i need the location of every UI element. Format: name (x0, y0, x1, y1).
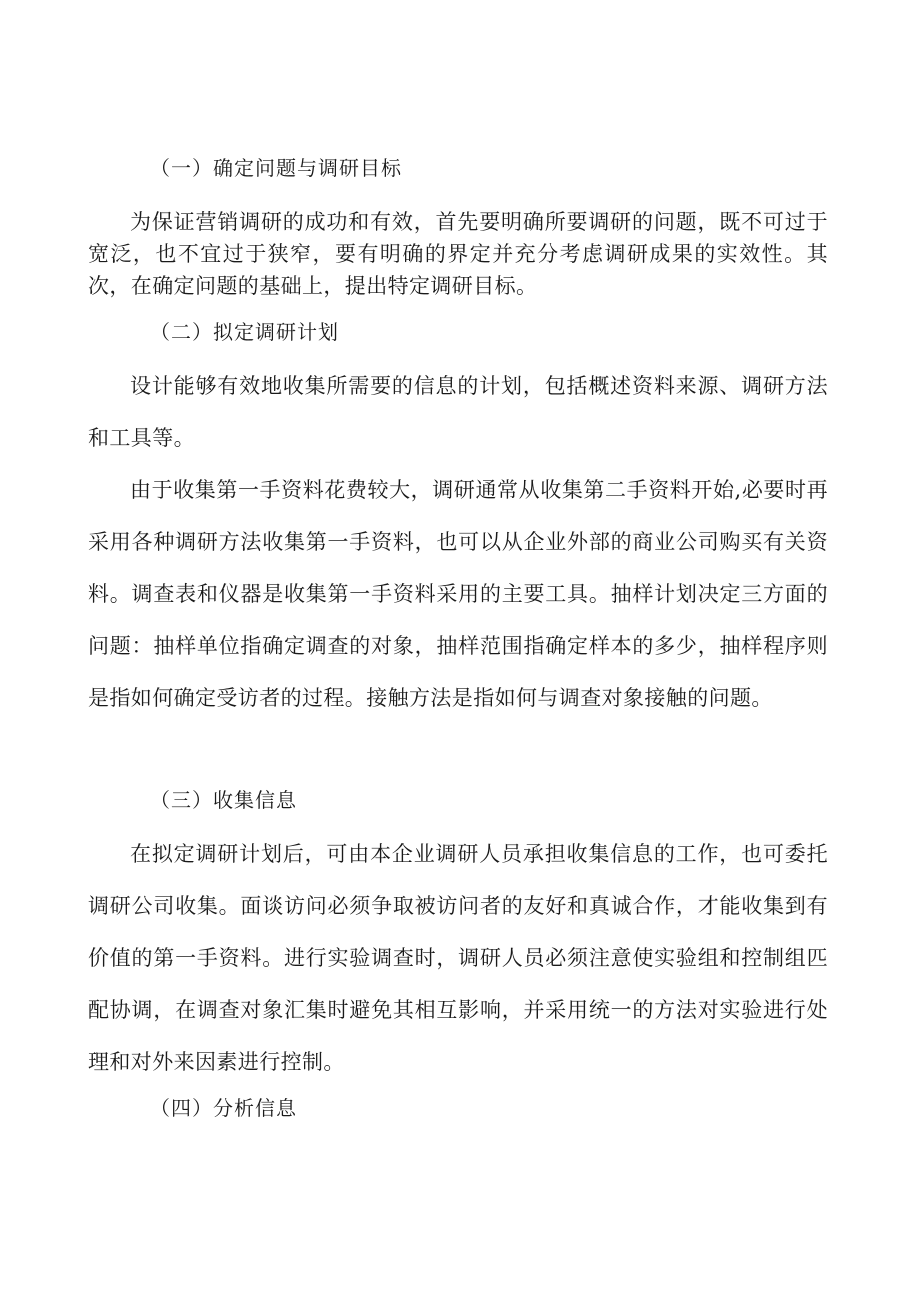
paragraph-plan-intro: 设计能够有效地收集所需要的信息的计划，包括概述资料来源、调研方法和工具等。 (88, 374, 828, 450)
section-heading-4: （四）分析信息 (150, 1096, 297, 1120)
section-heading-2: （二）拟定调研计划 (150, 320, 339, 344)
paragraph-goal: 为保证营销调研的成功和有效，首先要明确所要调研的问题，既不可过于宽泛，也不宜过于狭窄，要有明确的界定并充分考虑调研成果的实效性。其次，在确定问题的基础上，提出特定调研目标。 (88, 210, 828, 298)
paragraph-plan-detail: 由于收集第一手资料花费较大，调研通常从收集第二手资料开始,必要时再采用各种调研方法收集第一手资料，也可以从企业外部的商业公司购买有关资料。调查表和仪器是收集第一手资料采用的主要工具。抽样计划决定三方面的问题：抽样单位指确定调查的对象，抽样范围指确定样本的多少，抽样程序则是指如何确定受访者的过程。接触方法是指如何与调查对象接触的问题。 (88, 478, 828, 710)
section-heading-1: （一）确定问题与调研目标 (150, 156, 402, 180)
section-heading-3: （三）收集信息 (150, 788, 297, 812)
paragraph-collect: 在拟定调研计划后，可由本企业调研人员承担收集信息的工作，也可委托调研公司收集。面谈访问必须争取被访问者的友好和真诚合作，才能收集到有价值的第一手资料。进行实验调查时，调研人员必须注意使实验组和控制组匹配协调，在调查对象汇集时避免其相互影响，并采用统一的方法对实验进行处理和对外来因素进行控制。 (88, 842, 828, 1074)
